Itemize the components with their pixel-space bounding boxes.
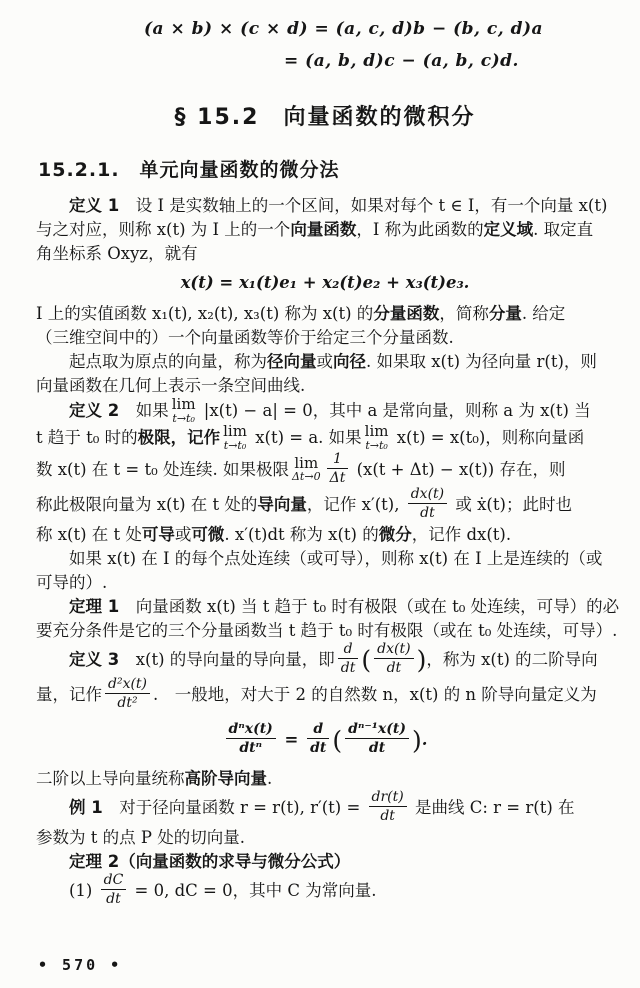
text: 称 x(t) 在 t 处 — [36, 524, 142, 544]
definition-2-line-3 — [36, 450, 614, 488]
numerator: dC — [101, 872, 127, 890]
definition-2-line-2 — [36, 422, 614, 453]
example-1-line-2 — [36, 826, 614, 850]
item-number: (1) — [69, 880, 98, 900]
definition-1-line-3 — [36, 242, 614, 266]
text: 或 — [316, 352, 333, 371]
text: 数 x(t) 在 t = t₀ 处连续. 如果极限 — [36, 459, 289, 479]
text: ，称为 x(t) 的二阶导向 — [426, 650, 598, 670]
paragraph-components-line-1 — [36, 302, 614, 326]
numerator: d — [307, 721, 329, 739]
numerator: 1 — [327, 451, 349, 469]
limit-operator — [291, 453, 321, 484]
text: 或 — [174, 524, 192, 544]
definition-3-line-1 — [36, 640, 614, 678]
text: x(t) = a. 如果 — [249, 428, 362, 448]
text: I 上的实值函数 x₁(t), x₂(t), x₃(t) 称为 x(t) 的 — [36, 304, 374, 323]
text: . 给定 — [521, 304, 566, 323]
denominator: dt — [310, 740, 327, 757]
text: x(t) 的导向量的导向量，即 — [119, 650, 335, 670]
fraction-dx-dt — [408, 486, 447, 521]
term-differentiable: 可导 — [141, 524, 175, 544]
subsection-heading: 15.2.1. 单元向量函数的微分法 — [38, 159, 340, 181]
paragraph-continuity-line-2 — [36, 571, 614, 595]
text: 参数为 t 的点 P 处的切向量. — [36, 827, 245, 847]
definition-1-line-1 — [36, 194, 614, 218]
text: 如果 x(t) 在 I 的每个点处连续（或可导），则称 x(t) 在 I 上是连续的（或 — [69, 548, 603, 568]
text: 向量函数在几何上表示一条空间曲线. — [36, 376, 306, 395]
text: . 如果取 x(t) 为径向量 r(t)，则 — [366, 352, 597, 371]
text: 是曲线 C: r = r(t) 在 — [409, 797, 575, 817]
text: 如果 — [119, 401, 169, 421]
paragraph-continuity-line-1 — [36, 547, 614, 571]
period: . — [421, 730, 428, 750]
definition-1-line-2 — [36, 218, 614, 242]
theorem-2-title: （向量函数的求导与微分公式） — [119, 851, 351, 871]
denominator: dt — [368, 740, 386, 757]
formula-line: (a × b) × (c × d) = (a, c, d)b − (b, c, d)a — [144, 19, 544, 39]
text: ，I 称为此函数的 — [356, 220, 484, 239]
open-paren: ( — [332, 726, 343, 756]
theorem-1-line-2 — [36, 619, 618, 643]
fraction-dn1x-dt — [345, 721, 409, 756]
definition-3-line-2 — [36, 678, 614, 713]
numerator: d²x(t) — [105, 676, 150, 694]
example-1-label: 例 1 — [69, 797, 103, 817]
text: 或 ẋ(t)；此时也 — [450, 494, 572, 514]
denominator: dt — [106, 890, 121, 907]
text: . 一般地，对大于 2 的自然数 n，x(t) 的 n 阶导向量定义为 — [153, 685, 597, 705]
definition-2-label: 定义 2 — [69, 401, 120, 421]
text: 与之对应，则称 x(t) 为 I 上的一个 — [36, 220, 291, 239]
numerator: dr(t) — [369, 789, 407, 807]
denominator: Δt — [329, 469, 346, 486]
term-domain: 定义域 — [483, 220, 534, 239]
theorem-2-label: 定理 2 — [69, 851, 120, 871]
term-radius-vector: 径向量 — [267, 352, 317, 371]
denominator: dt² — [117, 695, 138, 712]
formula-line: = (a, b, d)c − (a, b, c)d. — [284, 51, 519, 71]
denominator: dt — [340, 660, 356, 677]
limit-operator — [365, 424, 389, 451]
lim-subscript: t→t₀ — [223, 439, 247, 453]
page-number: • 570 • — [38, 956, 123, 974]
text: ，记作 x′(t), — [306, 494, 405, 514]
denominator: dt — [420, 504, 435, 521]
lim-word: lim — [364, 422, 389, 441]
text: . 取定直 — [533, 220, 594, 239]
lim-word: lim — [171, 395, 196, 413]
text: 起点取为原点的向量，称为 — [69, 352, 267, 371]
lim-word: lim — [294, 453, 319, 472]
equals-sign: = — [278, 730, 305, 750]
paragraph-radius-vector-line-2 — [36, 374, 614, 398]
term-component: 分量 — [488, 304, 522, 323]
text: 对于径向量函数 r = r(t), r′(t) = — [102, 797, 366, 817]
fraction-d2x-dt2 — [105, 676, 150, 711]
term-higher-order-derivative: 高阶导向量 — [184, 768, 267, 788]
fraction-dr-dt — [369, 789, 407, 824]
example-1-line-1 — [36, 788, 614, 826]
text: |x(t) − a| = 0，其中 a 是常向量，则称 a 为 x(t) 当 — [198, 401, 591, 421]
term-differential: 微分 — [378, 524, 412, 544]
term-limit-notation: 极限，记作 — [137, 428, 221, 448]
lim-subscript: Δt→0 — [291, 470, 321, 484]
fraction-dx-dt — [374, 641, 413, 676]
term-derivative-vector: 导向量 — [257, 494, 307, 514]
text: x(t) = x(t₀)，则称向量函 — [391, 428, 585, 448]
text: 称此极限向量为 x(t) 在 t 处的 — [36, 494, 258, 514]
close-paren: ) — [416, 645, 427, 675]
paragraph-higher-order — [36, 767, 614, 791]
text: t 趋于 t₀ 时的 — [36, 428, 138, 448]
body-text — [36, 194, 620, 909]
limit-operator — [223, 424, 247, 451]
theorem-2-line-1 — [36, 850, 614, 874]
text: (x(t + Δt) − x(t)) 存在，则 — [351, 459, 566, 479]
definition-1-label: 定义 1 — [69, 196, 120, 215]
definition-2-line-4 — [36, 485, 614, 523]
numerator: dⁿ⁻¹x(t) — [345, 721, 409, 739]
lim-subscript: t→t₀ — [172, 411, 195, 425]
text: 角坐标系 Oxyz，就有 — [36, 244, 198, 263]
close-paren: ) — [411, 726, 422, 756]
text: ，简称 — [439, 304, 489, 323]
theorem-1-label: 定理 1 — [69, 596, 120, 616]
definition-3-label: 定义 3 — [69, 650, 120, 670]
definition-2-line-1 — [36, 395, 614, 425]
numerator: dx(t) — [374, 641, 413, 659]
lim-word: lim — [223, 422, 247, 441]
text: 设 I 是实数轴上的一个区间，如果对每个 t ∈ I，有一个向量 x(t) — [119, 196, 608, 215]
definition-2-line-5 — [36, 523, 614, 547]
fraction-one-over-delta-t — [327, 451, 349, 486]
text: = 0, dC = 0，其中 C 为常向量. — [129, 880, 377, 900]
text: . — [267, 768, 273, 788]
numerator: dx(t) — [408, 486, 447, 504]
open-paren: ( — [361, 645, 372, 675]
text: 可导的）. — [36, 572, 108, 592]
nth-derivative-formula — [36, 723, 614, 758]
denominator: dt — [386, 660, 402, 677]
term-radius: 向径 — [333, 352, 366, 371]
theorem-1-line-1 — [36, 595, 620, 619]
term-component-function: 分量函数 — [373, 304, 440, 323]
text: （三维空间中的）一个向量函数等价于给定三个分量函数. — [36, 328, 454, 347]
formula-item-1 — [36, 871, 614, 909]
component-formula: x(t) = x₁(t)e₁ + x₂(t)e₂ + x₃(t)e₃. — [180, 273, 470, 292]
term-vector-function: 向量函数 — [290, 220, 357, 239]
fraction-d-dt — [338, 641, 359, 676]
text: . x′(t)dt 称为 x(t) 的 — [224, 524, 379, 544]
fraction-dC-dt — [101, 872, 127, 907]
fraction-dnx-dtn — [226, 721, 276, 756]
text: ，记作 dx(t). — [411, 524, 512, 544]
top-formula-block — [36, 16, 614, 74]
term-micro-differentiable: 可微 — [191, 524, 225, 544]
numerator: dⁿx(t) — [226, 721, 276, 739]
text: 向量函数 x(t) 当 t 趋于 t₀ 时有极限（或在 t₀ 处连续，可导）的必 — [119, 596, 620, 616]
text: 要充分条件是它的三个分量函数当 t 趋于 t₀ 时有极限（或在 t₀ 处连续，可导）. — [36, 620, 618, 640]
fraction-d-dt — [307, 721, 329, 756]
numerator: d — [338, 641, 359, 659]
denominator: dtⁿ — [239, 740, 262, 757]
text: 量，记作 — [36, 685, 102, 705]
text: 二阶以上导向量统称 — [36, 768, 185, 788]
lim-subscript: t→t₀ — [365, 439, 388, 453]
paragraph-components-line-2 — [36, 326, 614, 350]
limit-operator — [172, 397, 196, 424]
paragraph-radius-vector-line-1 — [36, 350, 614, 374]
section-heading: § 15.2 向量函数的微积分 — [174, 105, 476, 130]
denominator: dt — [380, 807, 395, 824]
